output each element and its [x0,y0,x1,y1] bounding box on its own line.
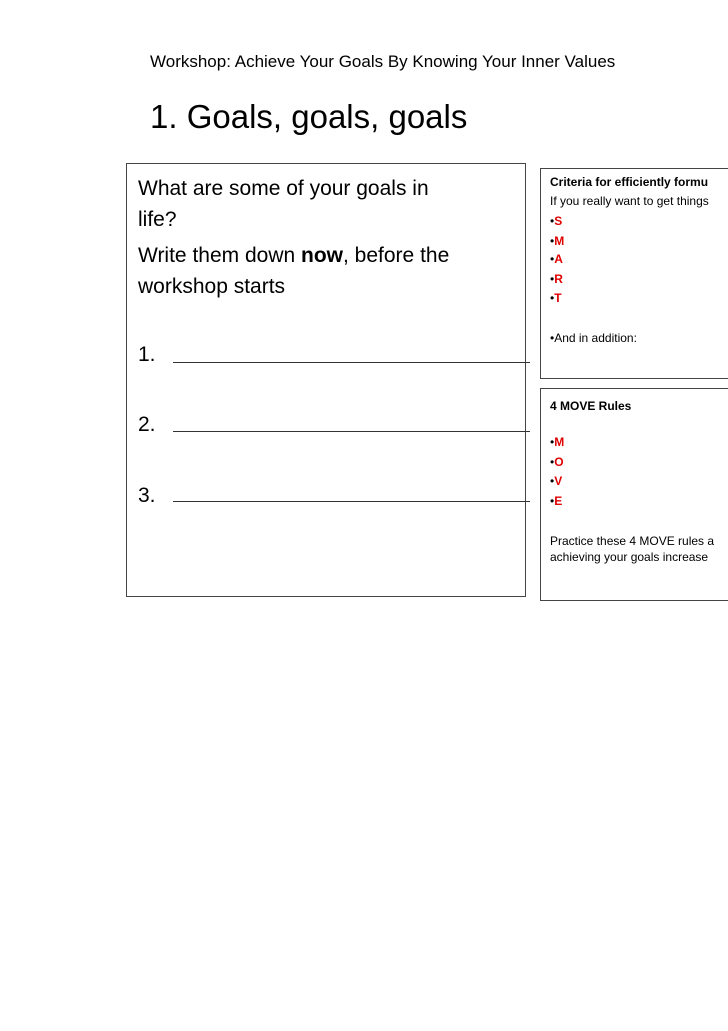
move-rules-panel [540,388,728,601]
move-bullet-e: •E [550,494,563,508]
goal-blank-2 [138,413,533,437]
goal-number-1: 1. [138,343,156,366]
question-line-2: life? [138,208,177,231]
move-footer-line-2: achieving your goals increase [550,550,709,564]
criteria-addition: •And in addition: [550,331,637,345]
criteria-bullet-m: •M [550,234,565,248]
goals-question-panel [126,163,526,597]
workshop-subtitle: Workshop: Achieve Your Goals By Knowing Your Inner Values [150,52,616,71]
criteria-heading: Criteria for efficiently formu [550,175,709,189]
goal-number-2: 2. [138,413,156,436]
goal-line-2 [173,431,530,432]
goal-line-3 [173,501,530,502]
instruction-line-1 [138,240,449,271]
move-rules-heading: 4 MOVE Rules [550,399,632,413]
criteria-bullet-r: •R [550,272,563,286]
move-bullet-o: •O [550,455,564,469]
instruction-prefix: Write them down [138,244,302,267]
criteria-panel [540,168,728,379]
instruction-line-2: workshop starts [138,275,286,298]
move-footer-line-1: Practice these 4 MOVE rules a [550,534,715,548]
goal-number-3: 3. [138,484,156,507]
criteria-bullet-a: •A [550,252,563,266]
criteria-bullet-s: •S [550,214,563,228]
move-bullet-m: •M [550,435,565,449]
criteria-bullet-t: •T [550,291,562,305]
question-line-1: What are some of your goals in [138,177,429,200]
instruction-suffix: , before the [343,244,450,267]
criteria-intro: If you really want to get things [550,194,709,208]
move-bullet-v: •V [550,474,563,488]
goal-line-1 [173,362,530,363]
page-title: 1. Goals, goals, goals [150,98,468,135]
instruction-emphasis: now [301,244,344,267]
goal-blank-1 [138,343,533,367]
goal-blank-3 [138,484,533,508]
